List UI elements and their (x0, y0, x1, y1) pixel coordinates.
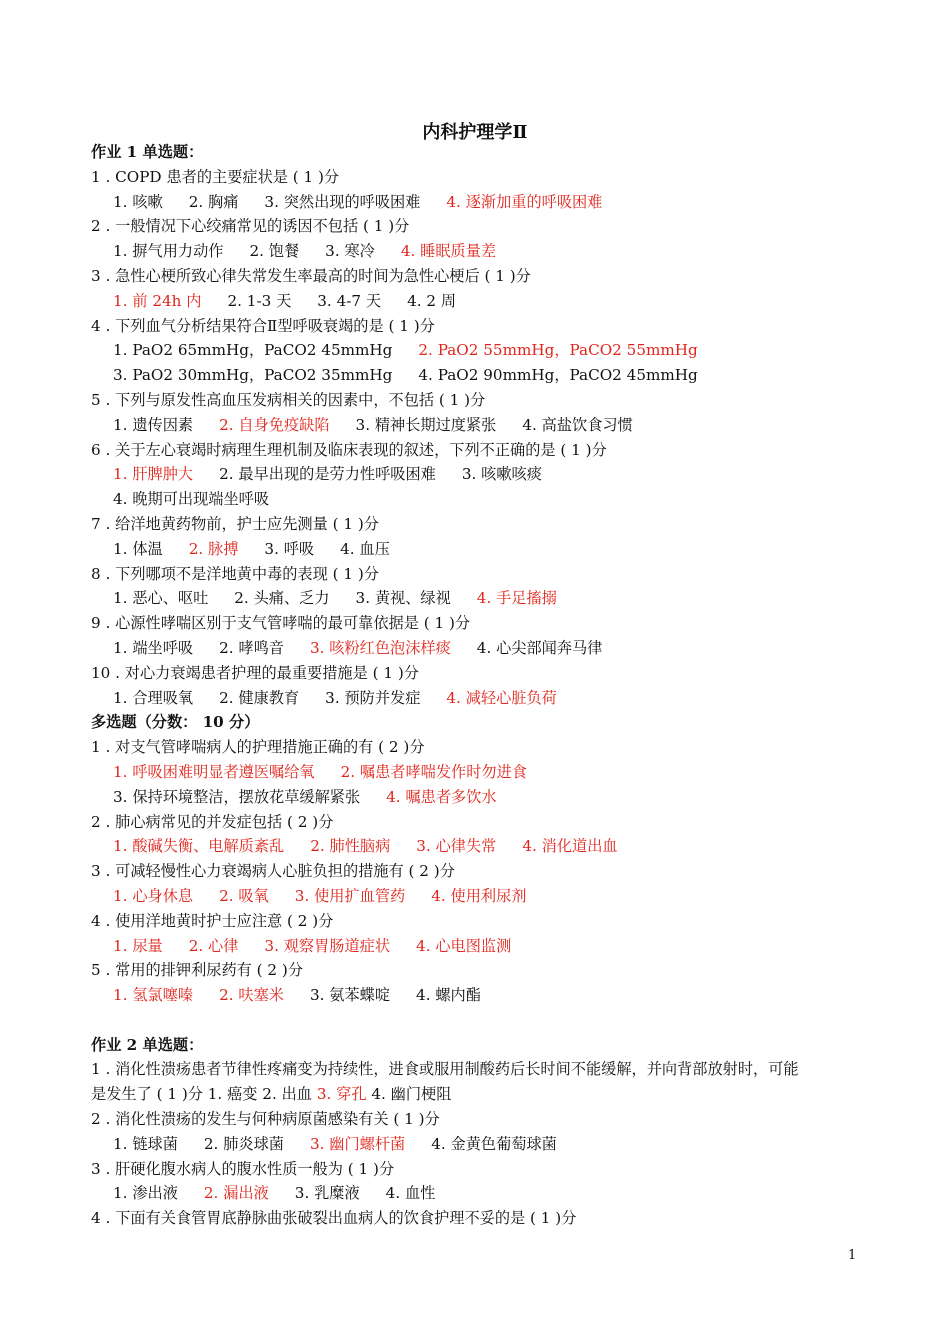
answer-options (91, 413, 871, 438)
answer-option: 2. 饱餐 (249, 242, 300, 261)
answer-option: 3. 呼吸 (264, 539, 315, 558)
question-text: 3 . 肝硬化腹水病人的腹水性质一般为 ( 1 )分 (91, 1159, 395, 1178)
section-heading: 多选题（分数： 10 分） (91, 713, 260, 732)
answer-option: 4. 高盐饮食习惯 (522, 415, 633, 434)
answer-option: 3. 预防并发症 (325, 688, 421, 707)
answer-option-correct: 3. 心律失常 (416, 837, 497, 856)
answer-option-correct: 2. 脉搏 (188, 539, 239, 558)
answer-option-correct: 2. 漏出液 (203, 1184, 269, 1203)
answer-options (91, 934, 871, 959)
answer-option: 4. 螺内酯 (416, 986, 481, 1005)
answer-options (91, 338, 871, 363)
answer-option-correct: 1. 氢氯噻嗪 (113, 986, 194, 1005)
answer-options (91, 834, 871, 859)
answer-option: 1. 摒气用力动作 (113, 242, 224, 261)
question-text: 3 . 可减轻慢性心力衰竭病人心脏负担的措施有 ( 2 )分 (91, 862, 455, 881)
answer-option-correct: 2. 肺性脑病 (310, 837, 391, 856)
answer-options (91, 363, 871, 388)
question-text: 5 . 常用的排钾利尿药有 ( 2 )分 (91, 961, 304, 980)
answer-option: 1. PaO2 65mmHg，PaCO2 45mmHg (113, 341, 393, 360)
answer-option: 2. 肺炎球菌 (203, 1134, 284, 1153)
question-text: 5 . 下列与原发性高血压发病相关的因素中，不包括 ( 1 )分 (91, 390, 486, 409)
answer-options (91, 586, 871, 611)
answer-options (91, 785, 871, 810)
question-text: 9 . 心源性哮喘区别于支气管哮喘的最可靠依据是 ( 1 )分 (91, 614, 471, 633)
answer-option: 2. 头痛、乏力 (234, 589, 330, 608)
answer-option-correct: 2. 呋塞米 (219, 986, 284, 1005)
question-text: 2 . 一般情况下心绞痛常见的诱因不包括 ( 1 )分 (91, 217, 410, 236)
answer-option: 3. 乳糜液 (294, 1184, 360, 1203)
answer-option: 2. 1-3 天 (227, 291, 292, 310)
answer-option: 3. 保持环境整洁，摆放花草缓解紧张 (113, 787, 361, 806)
answer-option: 1. 链球菌 (113, 1134, 178, 1153)
question-text: 4 . 使用洋地黄时护士应注意 ( 2 )分 (91, 911, 334, 930)
answer-options (91, 760, 871, 785)
answer-option-correct: 4. 嘱患者多饮水 (386, 787, 497, 806)
answer-options (91, 487, 871, 512)
answer-option: 3. 4-7 天 (317, 291, 382, 310)
answer-option-correct: 2. 心律 (188, 936, 239, 955)
answer-options (91, 636, 871, 661)
answer-option: 3. 黄视、绿视 (355, 589, 451, 608)
document-title: 内科护理学Ⅱ (422, 122, 528, 143)
answer-option-correct: 4. 减轻心脏负荷 (446, 688, 557, 707)
answer-option-correct: 1. 尿量 (113, 936, 163, 955)
answer-option-correct: 3. 穿孔 (316, 1085, 367, 1104)
question-text: 4 . 下面有关食管胃底静脉曲张破裂出血病人的饮食护理不妥的是 ( 1 )分 (91, 1209, 577, 1228)
answer-option: 2. 哮鸣音 (219, 638, 284, 657)
answer-option: 3. 咳嗽咳痰 (461, 465, 542, 484)
answer-option-correct: 2. 嘱患者哮喘发作时勿进食 (340, 762, 527, 781)
answer-option-correct: 4. 逐渐加重的呼吸困难 (446, 192, 603, 211)
answer-option-correct: 3. 咳粉红色泡沫样痰 (309, 638, 451, 657)
answer-options (91, 1132, 871, 1157)
answer-option: 1. 端坐呼吸 (113, 638, 194, 657)
answer-option-correct: 1. 酸碱失衡、电解质紊乱 (113, 837, 285, 856)
answer-option-correct: 3. 幽门螺杆菌 (309, 1134, 406, 1153)
answer-option-correct: 3. 使用扩血管药 (294, 886, 406, 905)
section-heading: 作业 1 单选题： (91, 143, 204, 161)
answer-options (91, 190, 871, 215)
question-text: 2 . 消化性溃疡的发生与何种病原菌感染有关 ( 1 )分 (91, 1110, 440, 1129)
answer-options (91, 462, 871, 487)
answer-options (91, 239, 871, 264)
answer-option: 3. 寒冷 (325, 242, 375, 261)
answer-options (91, 983, 871, 1008)
answer-option: 1. 遗传因素 (113, 415, 194, 434)
answer-option-correct: 4. 使用利尿剂 (431, 886, 527, 905)
answer-option-correct: 3. 观察胃肠道症状 (264, 936, 391, 955)
answer-option-correct: 4. 睡眠质量差 (400, 242, 497, 261)
answer-option-correct: 4. 消化道出血 (522, 837, 618, 856)
answer-option: 1. 咳嗽 (113, 192, 163, 211)
answer-option-correct: 2. 吸氧 (219, 886, 269, 905)
answer-options (91, 686, 871, 711)
answer-option-correct: 2. PaO2 55mmHg，PaCO2 55mmHg (418, 341, 698, 360)
answer-option: 1. 渗出液 (113, 1184, 178, 1203)
question-text: 1 . 对支气管哮喘病人的护理措施正确的有 ( 2 )分 (91, 738, 425, 757)
answer-option-correct: 1. 心身休息 (113, 886, 194, 905)
question-text: 8 . 下列哪项不是洋地黄中毒的表现 ( 1 )分 (91, 564, 379, 583)
answer-option: 3. 氨苯蝶啶 (309, 986, 391, 1005)
answer-option: 2. 最早出现的是劳力性呼吸困难 (219, 465, 436, 484)
section-heading: 作业 2 单选题： (91, 1035, 204, 1054)
question-text: 1 . 消化性溃疡患者节律性疼痛变为持续性，进食或服用制酸药后长时间不能缓解，并向背部放射时，可能 (91, 1060, 799, 1079)
question-text: 1 . COPD 患者的主要症状是 ( 1 )分 (91, 167, 340, 186)
answer-option: 4. PaO2 90mmHg，PaCO2 45mmHg (418, 366, 698, 385)
answer-option: 2. 健康教育 (219, 688, 300, 707)
answer-option: 3. PaO2 30mmHg，PaCO2 35mmHg (113, 366, 393, 385)
question-text: 7 . 给洋地黄药物前，护士应先测量 ( 1 )分 (91, 514, 379, 533)
answer-option-correct: 4. 心电图监测 (416, 936, 512, 955)
answer-option-correct: 2. 自身免疫缺陷 (219, 415, 330, 434)
answer-option: 3. 突然出现的呼吸困难 (264, 192, 421, 211)
answer-options (91, 1181, 871, 1206)
answer-option: 4. 血压 (340, 539, 390, 558)
question-text: 6 . 关于左心衰竭时病理生理机制及临床表现的叙述，下列不正确的是 ( 1 )分 (91, 440, 607, 459)
question-text: 3 . 急性心梗所致心律失常发生率最高的时间为急性心梗后 ( 1 )分 (91, 266, 531, 285)
question-text: 2 . 肺心病常见的并发症包括 ( 2 )分 (91, 812, 334, 831)
answer-option: 4. 2 周 (407, 291, 457, 310)
question-text: 10 . 对心力衰竭患者护理的最重要措施是 ( 1 )分 (91, 663, 419, 682)
answer-option: 1. 体温 (113, 539, 163, 558)
page-number: 1 (848, 1248, 857, 1263)
answer-option-correct: 4. 手足搐搦 (476, 589, 557, 608)
answer-option: 4. 心尖部闻奔马律 (476, 638, 603, 657)
answer-options (91, 884, 871, 909)
answer-option: 1. 合理吸氧 (113, 688, 194, 707)
answer-option: 2. 胸痛 (188, 192, 239, 211)
answer-option: 4. 血性 (385, 1184, 436, 1203)
answer-option: 4. 金黄色葡萄球菌 (431, 1134, 557, 1153)
answer-option: 3. 精神长期过度紧张 (355, 415, 497, 434)
answer-option: 1. 恶心、呕吐 (113, 589, 209, 608)
answer-option-correct: 1. 呼吸困难明显者遵医嘱给氧 (113, 762, 315, 781)
answer-option: 4. 晚期可出现端坐呼吸 (113, 490, 270, 509)
question-text: 是发生了 ( 1 )分 1. 癌变 2. 出血 3. 穿孔 4. 幽门梗阻 (91, 1085, 452, 1104)
answer-option-correct: 1. 肝脾肿大 (113, 465, 194, 484)
answer-options (91, 537, 871, 562)
answer-option-correct: 1. 前 24h 内 (113, 291, 202, 310)
answer-options (91, 289, 871, 314)
blank-line (91, 1008, 871, 1033)
question-text: 4 . 下列血气分析结果符合Ⅱ型呼吸衰竭的是 ( 1 )分 (91, 316, 435, 335)
question-list (91, 140, 871, 1231)
